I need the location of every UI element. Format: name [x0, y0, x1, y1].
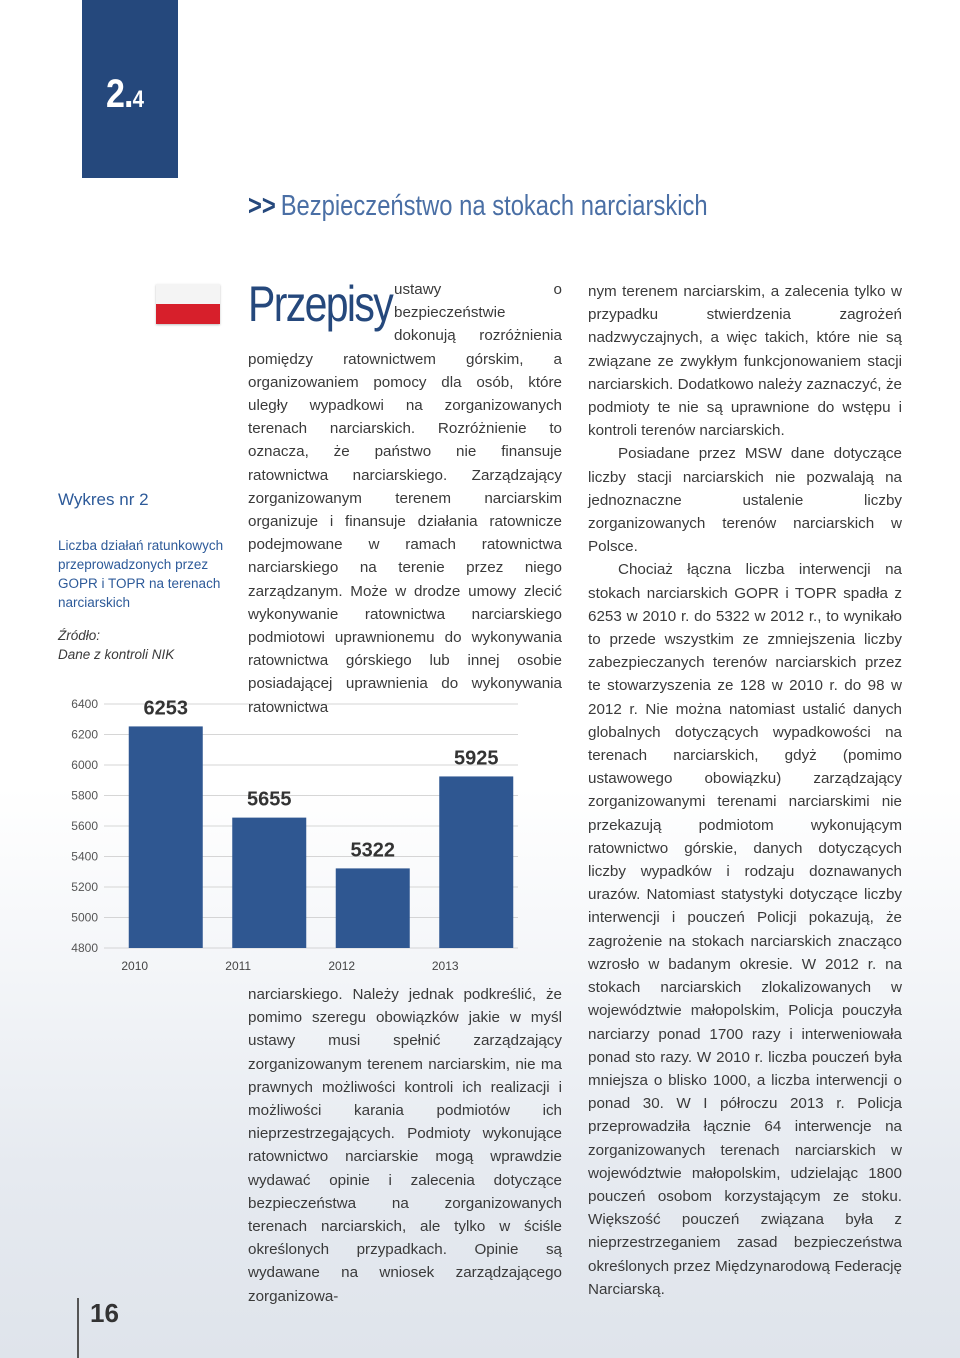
- body-paragraph-1: nym terenem narciarskim, a zalecenia tylko w przypadku stwierdzenia zagrożeń nadzwyczajnych, a więc takich, które nie są związane ze zwykłym funkcjonowaniem stacji narciarskich. Dodatkowo należy zaznaczyć, że podmioty te nie są uprawnione do wstępu i kontroli terenów narciarskich.: [588, 283, 902, 440]
- y-tick-label: 5400: [71, 849, 98, 864]
- y-tick-label: 4800: [71, 941, 98, 955]
- chart-caption-title: Wykres nr 2: [58, 490, 149, 509]
- chart-source-label: Źródło:: [58, 628, 101, 643]
- page-number-rule: [77, 1298, 79, 1358]
- bar-2013: [439, 776, 513, 948]
- y-tick-label: 6400: [71, 697, 98, 711]
- data-label: 6253: [143, 697, 188, 720]
- text-column-right: [588, 280, 902, 1301]
- chapter-block: [82, 0, 178, 178]
- x-tick-label: 2010: [121, 959, 149, 973]
- body-text-mid-bottom: narciarskiego. Należy jednak podkreślić, że pomimo szeregu obowiązków jakie w myśl ustawy musi spełnić zarządzający zorganizowanym terenem narciarskim, nie ma prawnych możliwości kontroli ich realizacji i możliwości karania podmiotów ich nieprzestrzegających. Podmioty wykonujące ratownictwo narciarskie mogą wprawdzie wydawać opinie i zalecenia dotyczące bezpieczeństwa na zorganizowanych terenach narciarskich, ale tylko w ściśle określonych przypadkach. Opinie są wydawane na wniosek zarządzającego zorganizowa-: [248, 986, 562, 1305]
- chart-source: Dane z kontroli NIK: [58, 647, 175, 662]
- section-title: [248, 190, 708, 223]
- text-column-middle: [248, 278, 562, 719]
- data-label: 5925: [454, 747, 499, 770]
- flag-white-stripe: [156, 284, 220, 304]
- body-text-mid-top: ustawy o bezpieczeństwie dokonują rozróżnienia pomiędzy ratownictwem górskim, a organizowaniem pomocy dla osób, które uległy wypadkowi na zorganizowanych terenach narciarskich. Rozróżnienie to oznacza, że państwo nie finansuje ratownictwa narciarskiego. Zarządzający zorganizowanym terenem narciarskim organizuje i finansuje działania ratownicze podejmowane w ramach ratownictwa narciarskiego na terenie przez niego zarządzanym. Może w drodze umowy zlecić wykonywanie ratownictwa narciarskiego podmiotowi uprawnionemu do wykonywania ratownictwa górskiego lub innej osobie posiadającej uprawnienia do wykonywania ratownictwa: [248, 281, 562, 716]
- chart-caption-body: Liczba działań ratunkowych przeprowadzonych przez GOPR i TOPR na terenach narciarskich: [58, 538, 224, 610]
- page-number: 16: [90, 1298, 119, 1328]
- bar-chart: [40, 680, 520, 980]
- chapter-number-main: 2.: [106, 72, 133, 116]
- x-tick-label: 2012: [328, 959, 356, 973]
- section-title-text: Bezpieczeństwo na stokach narciarskich: [280, 190, 708, 222]
- data-label: 5322: [350, 839, 395, 862]
- bar-2010: [129, 726, 203, 948]
- y-tick-label: 5000: [71, 910, 98, 925]
- y-tick-label: 5800: [71, 788, 98, 803]
- body-paragraph-3: Chociaż łączna liczba interwencji na stokach narciarskich GOPR i TOPR spadła z 6253 w 2010 r. do 5322 w 2012 r., to wynikało to przede wszystkim ze zmniejszenia liczby zabezpieczanych terenów narciarskich przez te stowarzyszenia ze 128 w 2010 r. do 98 w 2012 r. Nie można natomiast ustalić danych globalnych dotyczących wypadkowości na terenach narciarskich, gdyż (pomimo ustawowego obowiązku) zarządzający zorganizowanymi terenami narciarskimi nie przekazują podmiotom wykonującym ratownictwo górskie, danych dotyczących liczby wypadków i rodzaju doznawanych urazów. Natomiast statystyki dotyczące liczby interwencji i pouczeń Policji pokazują, że zagrożenie na stokach narciarskich znacząco wzrosło w badanym okresie. W 2012 r. na stokach narciarskich zlokalizowanych w województwie małopolskim, Policja pouczyła narciarzy ponad 1700 razy i interweniowała ponad sto razy. W 2010 r. liczba pouczeń była mniejsza o blisko 1000, a liczba interwencji o ponad 30. W I półroczu 2013 r. Policja przeprowadziła łącznie 64 interwencje na zorganizowanych terenach narciarskich w województwie małopolskim, udzielając 1800 pouczeń osobom korzystającym ze stoku. Większość pouczeń związana była z nieprzestrzeganiem zasad bezpieczeństwa określonych przez Międzynarodową Federację Narciarską.: [588, 561, 902, 1298]
- x-tick-label: 2013: [431, 959, 459, 973]
- x-tick-label: 2011: [225, 959, 252, 973]
- bar-2011: [232, 818, 306, 948]
- chapter-number-sub: 4: [132, 86, 144, 113]
- flag-red-stripe: [156, 304, 220, 324]
- y-tick-label: 5600: [71, 819, 98, 833]
- chart-caption: [58, 490, 228, 664]
- dropcap-word: Przepisy: [248, 276, 393, 332]
- bar-2012: [336, 868, 410, 948]
- data-label: 5655: [247, 788, 292, 811]
- chapter-number: [106, 72, 143, 117]
- y-tick-label: 6200: [71, 727, 98, 742]
- text-column-middle-continued: [248, 983, 562, 1308]
- body-paragraph-2: Posiadane przez MSW dane dotyczące liczby stacji narciarskich nie pozwalają na jednoznaczne ustalenie liczby zorganizowanych terenów narciarskich w Polsce.: [588, 445, 902, 556]
- y-tick-label: 6000: [71, 758, 98, 772]
- chevron-icon: >>: [248, 190, 276, 222]
- y-tick-label: 5200: [71, 880, 98, 894]
- body-paragraph-intro: [248, 278, 562, 719]
- poland-flag-icon: [156, 284, 220, 324]
